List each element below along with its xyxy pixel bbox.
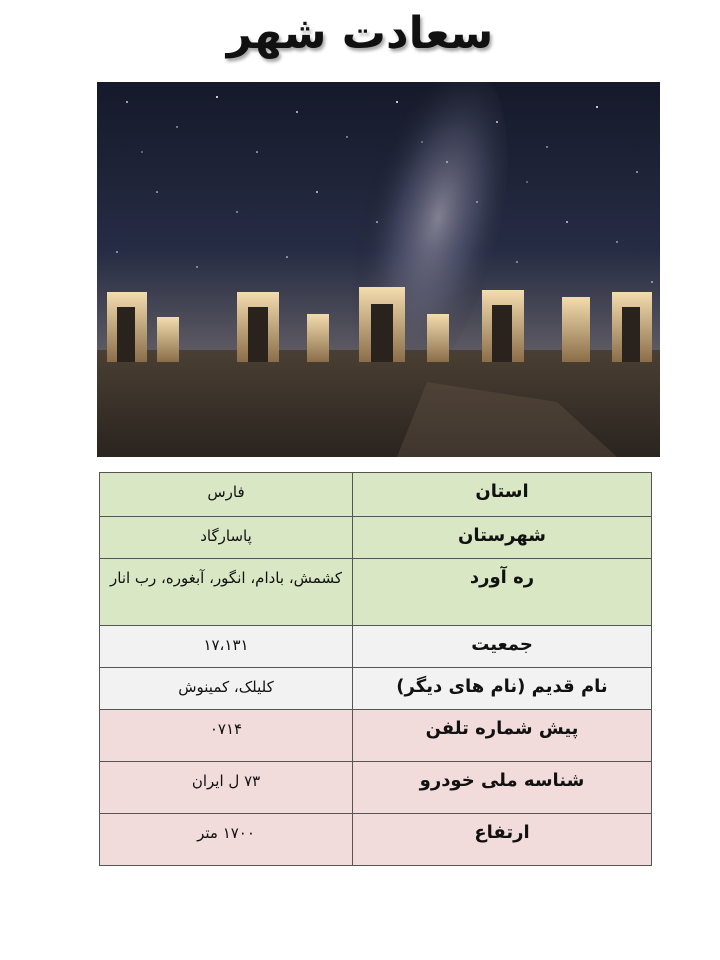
row-label-plate-code: شناسه ملی خودرو — [353, 762, 652, 814]
row-label-old-name: نام قدیم (نام های دیگر) — [353, 668, 652, 710]
page-title: سعادت شهر — [226, 8, 494, 59]
table-row — [100, 762, 652, 814]
row-value-souvenirs: کشمش، بادام، انگور، آبغوره، رب انار — [100, 559, 353, 626]
row-label-province: استان — [353, 473, 652, 517]
row-value-phone-code: ۰۷۱۴ — [100, 710, 353, 762]
table-row — [100, 710, 652, 762]
row-value-county: پاسارگاد — [100, 517, 353, 559]
row-label-phone-code: پیش شماره تلفن — [353, 710, 652, 762]
row-value-old-name: کلیلک، کمینوش — [100, 668, 353, 710]
row-label-souvenirs: ره آورد — [353, 559, 652, 626]
table-row — [100, 668, 652, 710]
table-row — [100, 517, 652, 559]
row-label-altitude: ارتفاع — [353, 814, 652, 866]
row-value-population: ۱۷،۱۳۱ — [100, 626, 353, 668]
city-info-table — [99, 472, 652, 866]
table-row — [100, 814, 652, 866]
ruins-night-sky-photo — [97, 82, 660, 457]
row-value-altitude: ۱۷۰۰ متر — [100, 814, 353, 866]
row-value-province: فارس — [100, 473, 353, 517]
row-label-population: جمعیت — [353, 626, 652, 668]
table-row — [100, 626, 652, 668]
row-label-county: شهرستان — [353, 517, 652, 559]
table-row — [100, 473, 652, 517]
row-value-plate-code: ۷۳ ل ایران — [100, 762, 353, 814]
table-row — [100, 559, 652, 626]
